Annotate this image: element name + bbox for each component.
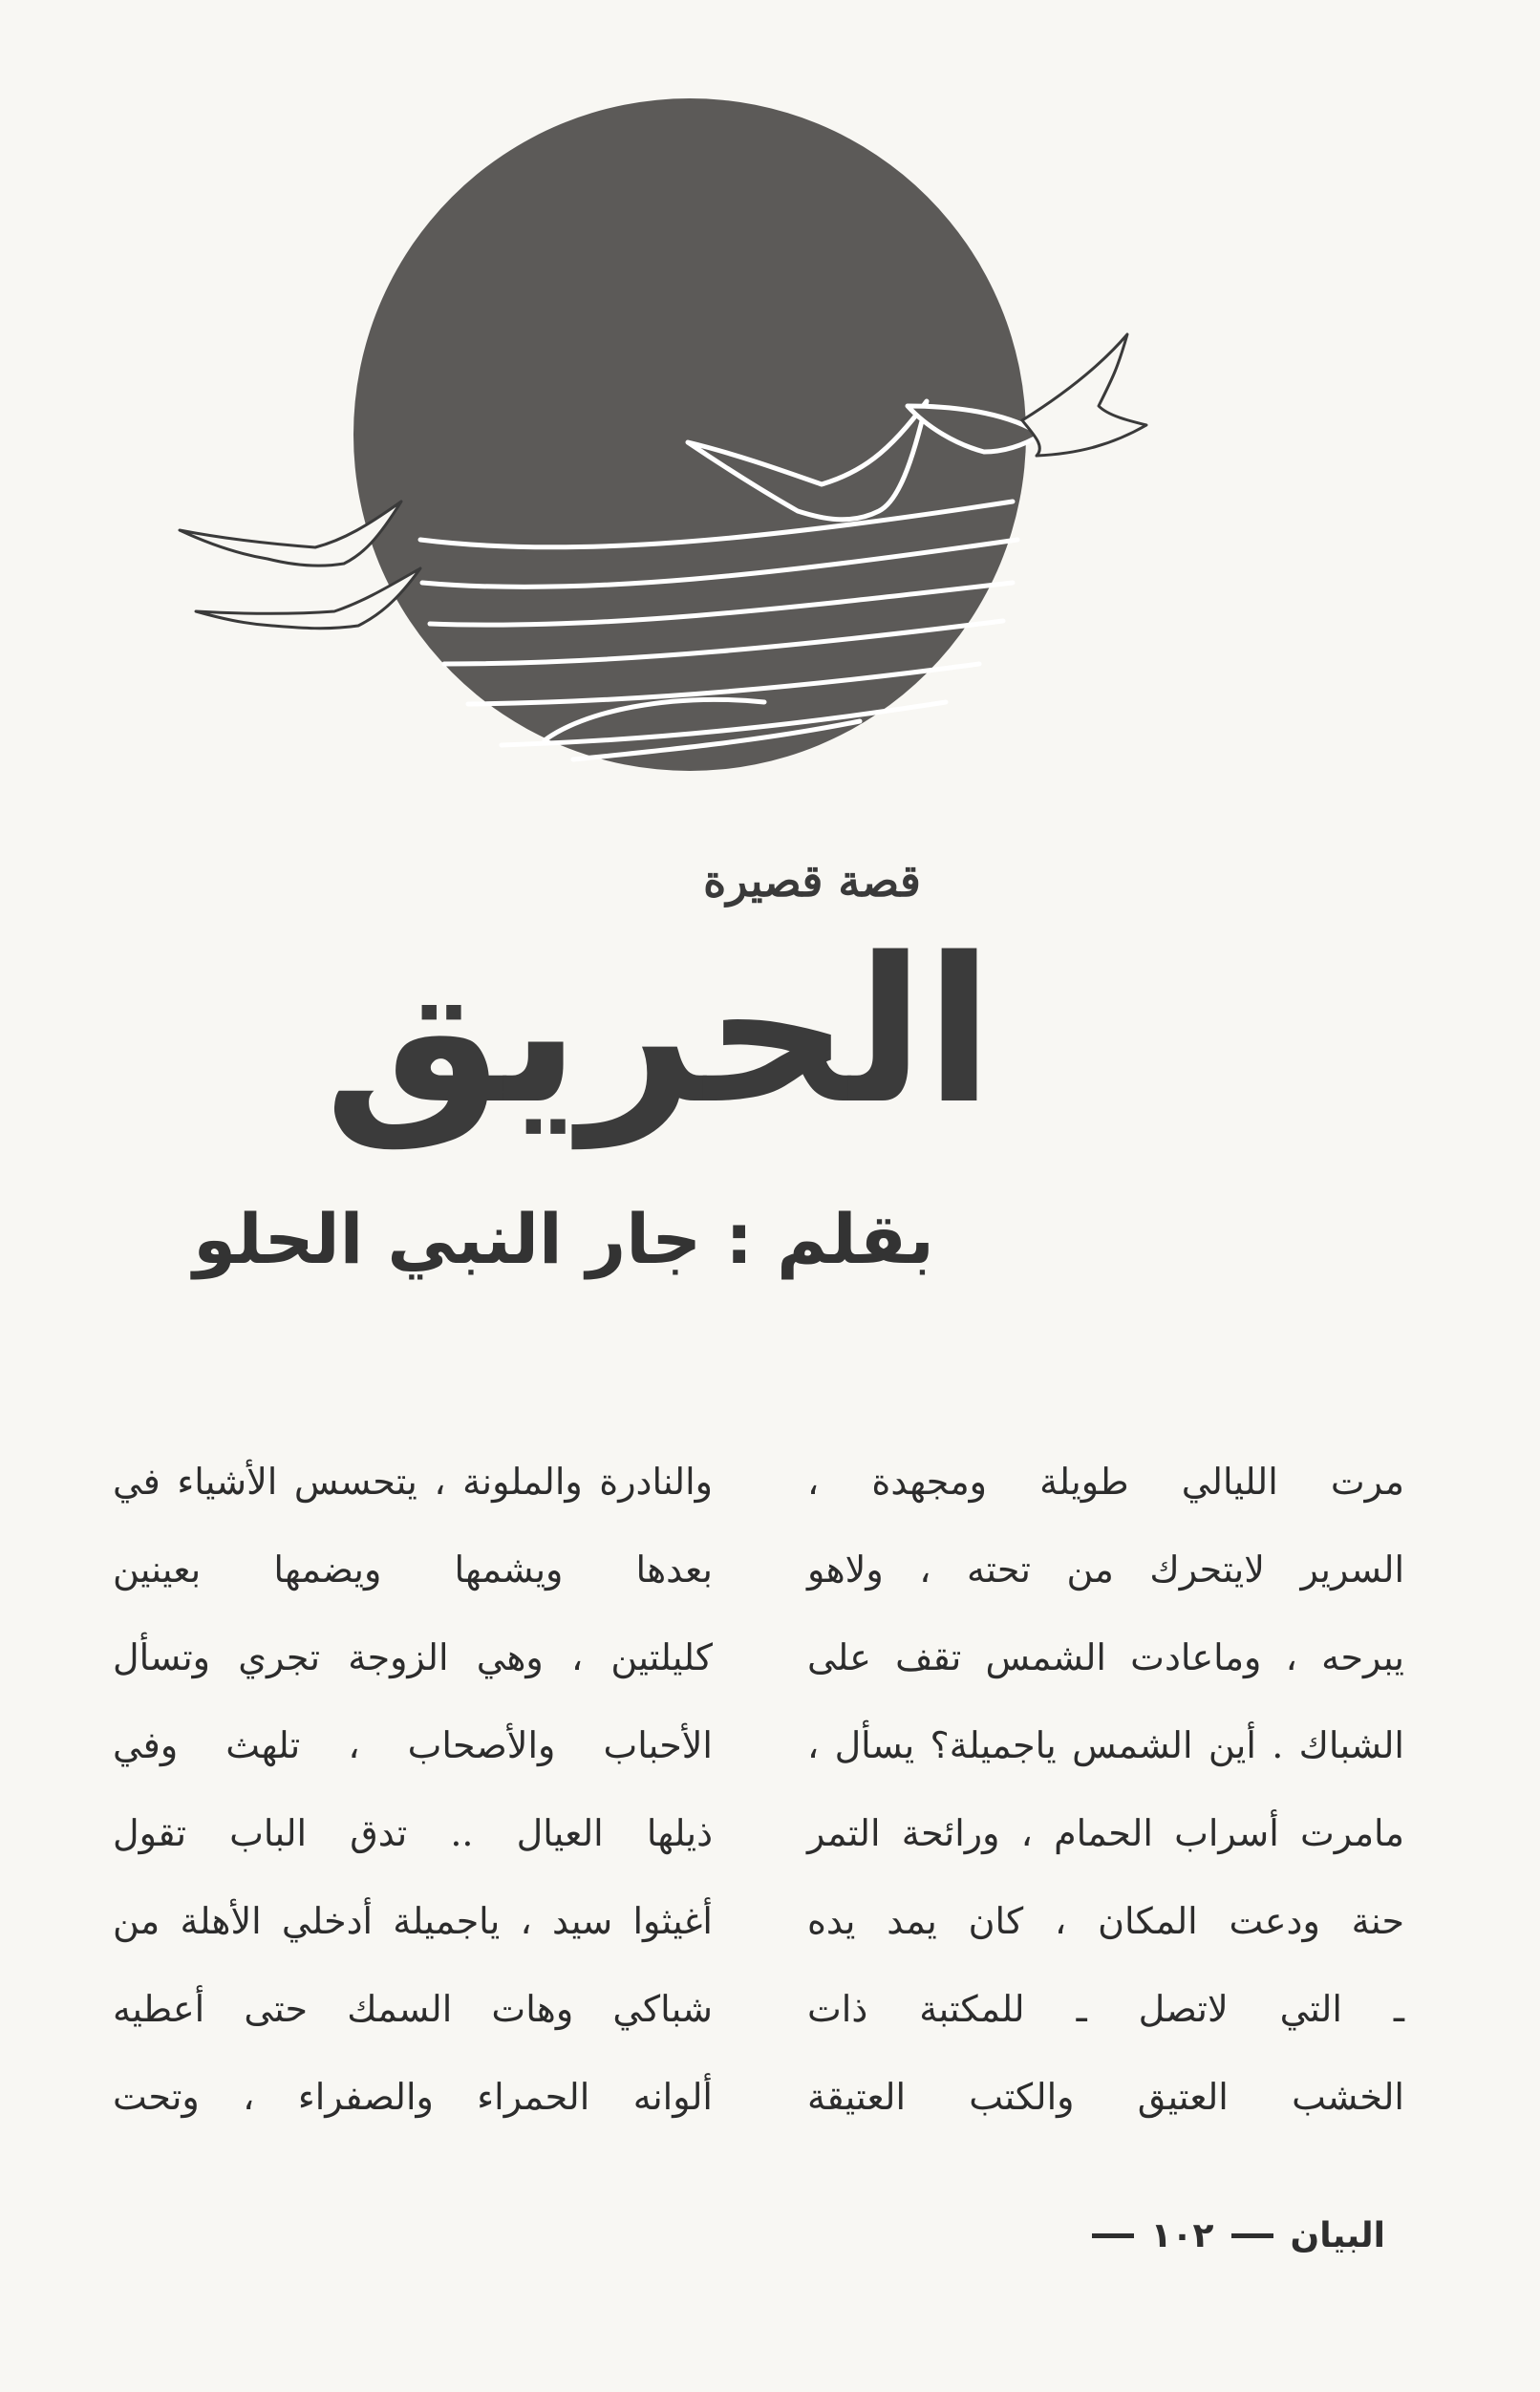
- story-kicker: قصة قصيرة: [703, 855, 921, 907]
- text-line: شباكي وهات السمك حتى أعطيه: [113, 1988, 713, 2030]
- text-line: مرت الليالي طويلة ومجهدة ،: [807, 1461, 1404, 1503]
- text-line: الأحباب والأصحاب ، تلهث وفي: [113, 1724, 713, 1766]
- text-line: كليلتين ، وهي الزوجة تجري وتسأل: [113, 1636, 713, 1678]
- text-line: ـ التي لاتصل ـ للمكتبة ذات: [807, 1988, 1404, 2030]
- page-footer: [1041, 2216, 1385, 2255]
- text-line: أغيثوا سيد ، ياجميلة أدخلي الأهلة من: [113, 1900, 713, 1942]
- text-line: السرير لايتحرك من تحته ، ولاهو: [807, 1548, 1404, 1591]
- text-line: ذيلها العيال .. تدق الباب تقول: [113, 1812, 713, 1854]
- footer-dash: [1231, 2233, 1273, 2238]
- story-byline: بقلم : جار النبي الحلو: [193, 1199, 934, 1279]
- text-line: حنة ودعت المكان ، كان يمد يده: [807, 1900, 1404, 1942]
- text-line: الشباك . أين الشمس ياجميلة؟ يسأل ،: [807, 1724, 1404, 1766]
- footer-dash: [1092, 2233, 1134, 2238]
- text-line: ألوانه الحمراء والصفراء ، وتحت: [113, 2076, 713, 2118]
- sun-and-birds-illustration: [172, 91, 1223, 779]
- story-title: الحريق: [324, 914, 994, 1148]
- text-line: مامرت أسراب الحمام ، ورائحة التمر: [807, 1812, 1404, 1854]
- magazine-name: البيان: [1290, 2216, 1385, 2255]
- text-line: والنادرة والملونة ، يتحسس الأشياء في: [113, 1461, 713, 1503]
- text-column-right: [807, 1438, 1404, 2141]
- text-column-left: [113, 1438, 713, 2141]
- text-line: بعدها ويشمها ويضمها بعينين: [113, 1548, 713, 1591]
- page-number: ١٠٢: [1150, 2216, 1214, 2255]
- text-line: الخشب العتيق والكتب العتيقة: [807, 2076, 1404, 2118]
- text-line: يبرحه ، وماعادت الشمس تقف على: [807, 1636, 1404, 1678]
